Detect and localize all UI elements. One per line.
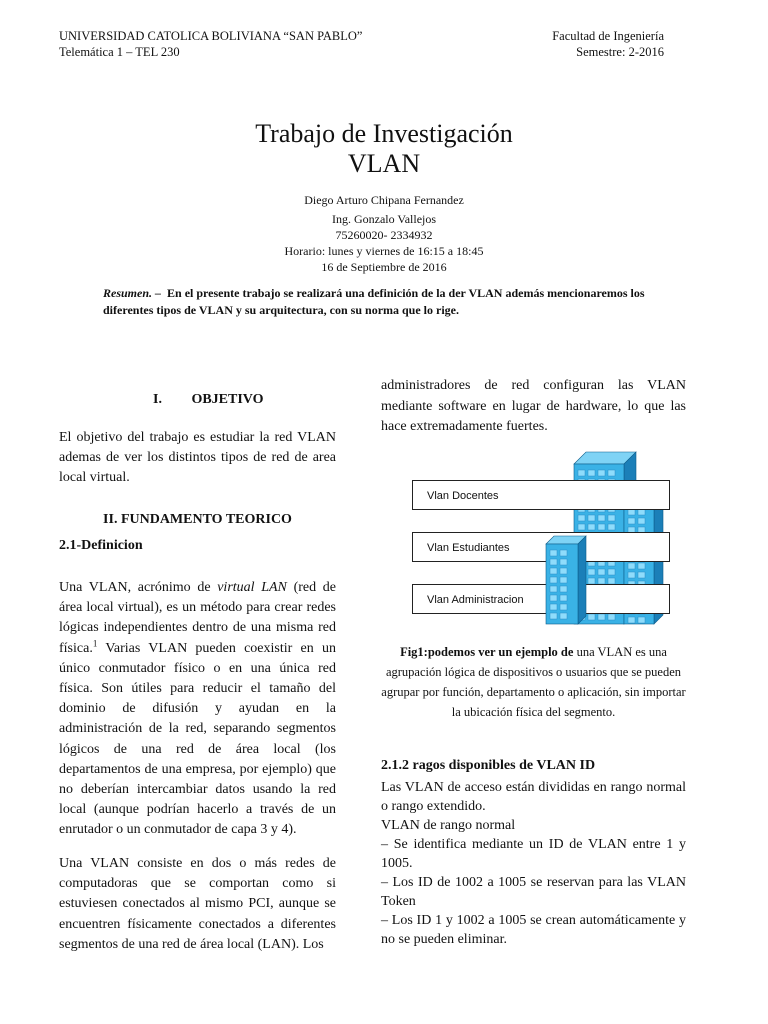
figure-caption (381, 642, 686, 722)
vlan-paragraph: Una VLAN consiste en dos o más redes de computadoras que se comportan como si estuviesen conectados al mismo PCI, aunque se encuentren físicamente conectados a diferentes segmentos de una red de área local (LAN). Los (59, 856, 336, 952)
header-left (59, 28, 362, 60)
section-title: OBJETIVO (191, 392, 264, 407)
building-window (628, 617, 635, 623)
ranges-item: – Los ID 1 y 1002 a 1005 se crean automáticamente y no se pueden eliminar. (381, 913, 686, 947)
building-window (608, 614, 615, 620)
building-window (578, 470, 585, 476)
continued-paragraph: administradores de red configuran las VLAN mediante software en lugar de hardware, lo que las hace extremadamente fuertes. (381, 378, 686, 434)
caption-text: una VLAN es una agrupación lógica de dispositivos o usuarios que se pueden agrupar por función, departamento o aplicación, sin importar la ubicación física del segmento. (381, 645, 686, 719)
text-run: (red de área local virtual), es un método para crear redes lógicas independientes dentro de una misma red física. (59, 580, 336, 656)
author-block (0, 192, 768, 275)
section-title: II. FUNDAMENTO TEORICO (103, 512, 292, 527)
caption-bold: Fig1:podemos ver un ejemplo de (400, 645, 574, 659)
abstract (103, 285, 675, 319)
building-window (628, 572, 635, 578)
text-run: Varias VLAN pueden coexistir en un único conmutador físico o en una única red física. Son útiles para reducir el tamaño del dominio de difusión y ayudan en la administración de la red, separando segmentos lógicos de una red de área local (los departamentos de una empresa, por ejemplo) que no deberían intercambiar datos usando la red local (aunque podrían hacerlo a través de un enrutador o un conmutador de capa 3 y 4). (59, 640, 336, 838)
definition-paragraph (59, 578, 336, 841)
label-vlan-docentes: Vlan Docentes (412, 480, 670, 510)
university-name: UNIVERSIDAD CATOLICA BOLIVIANA “SAN PABLO” (59, 29, 363, 43)
building-window (578, 515, 585, 521)
building-window (588, 569, 595, 575)
subsection-definicion: 2.1-Definicion (59, 538, 143, 553)
building-window (588, 515, 595, 521)
building-window (578, 569, 585, 575)
building-window (608, 569, 615, 575)
building-window (608, 470, 615, 476)
author-student: Diego Arturo Chipana Fernandez (304, 193, 464, 207)
doc-title-line1: Trabajo de Investigación (255, 119, 513, 148)
building-window (578, 614, 585, 620)
author-date: 16 de Septiembre de 2016 (321, 260, 447, 274)
text-run: Una VLAN, acrónimo de (59, 580, 218, 595)
building-window (598, 614, 605, 620)
building-window (638, 563, 645, 569)
section-number: I. (153, 392, 162, 407)
ranges-item: – Los ID de 1002 a 1005 se reservan para las VLAN Token (381, 875, 686, 909)
abstract-text: En el presente trabajo se realizará una definición de la der VLAN además mencionaremos los diferentes tipos de VLAN y su arquitectura, con su norma que lo rige. (103, 286, 645, 317)
building-window (638, 617, 645, 623)
text-italic: virtual LAN (217, 580, 287, 595)
label-vlan-estudiantes: Vlan Estudiantes (412, 532, 670, 562)
building-window (628, 563, 635, 569)
building-window (598, 569, 605, 575)
section-objetivo-heading (59, 390, 336, 408)
building-window (598, 515, 605, 521)
building-window (628, 518, 635, 524)
ranges-text: Las VLAN de acceso están divididas en rango normal o rango extendido. (381, 780, 686, 814)
subsection-rangos: 2.1.2 ragos disponibles de VLAN ID (381, 758, 596, 773)
building-window (608, 524, 615, 530)
header-right (552, 28, 664, 60)
ranges-text: VLAN de rango normal (381, 818, 516, 833)
doc-title-line2: VLAN (347, 149, 421, 178)
building-window (578, 524, 585, 530)
section-fundamento-heading (59, 510, 336, 528)
label-vlan-administracion: Vlan Administracion (412, 584, 670, 614)
building-window (638, 572, 645, 578)
author-professor: Ing. Gonzalo Vallejos (331, 212, 437, 226)
footnote-ref: 1 (92, 637, 98, 648)
building-window (638, 518, 645, 524)
semester: Semestre: 2-2016 (576, 45, 664, 59)
vlan-figure (412, 450, 674, 630)
building-window (608, 515, 615, 521)
course-name: Telemática 1 – TEL 230 (59, 45, 180, 59)
building-window (588, 524, 595, 530)
ranges-item: – Se identifica mediante un ID de VLAN entre 1 y 1005. (381, 837, 686, 871)
author-schedule: Horario: lunes y viernes de 16:15 a 18:45 (284, 244, 484, 258)
ranges-list (381, 778, 686, 949)
abstract-label: Resumen. – (103, 286, 162, 300)
building-window (598, 524, 605, 530)
objective-paragraph: El objetivo del trabajo es estudiar la red VLAN ademas de ver los distintos tipos de red de area local virtual. (59, 430, 336, 486)
author-phone: 75260020- 2334932 (335, 228, 433, 242)
building-window (588, 614, 595, 620)
building-window (588, 470, 595, 476)
building-window (598, 470, 605, 476)
faculty-name: Facultad de Ingeniería (552, 29, 664, 43)
